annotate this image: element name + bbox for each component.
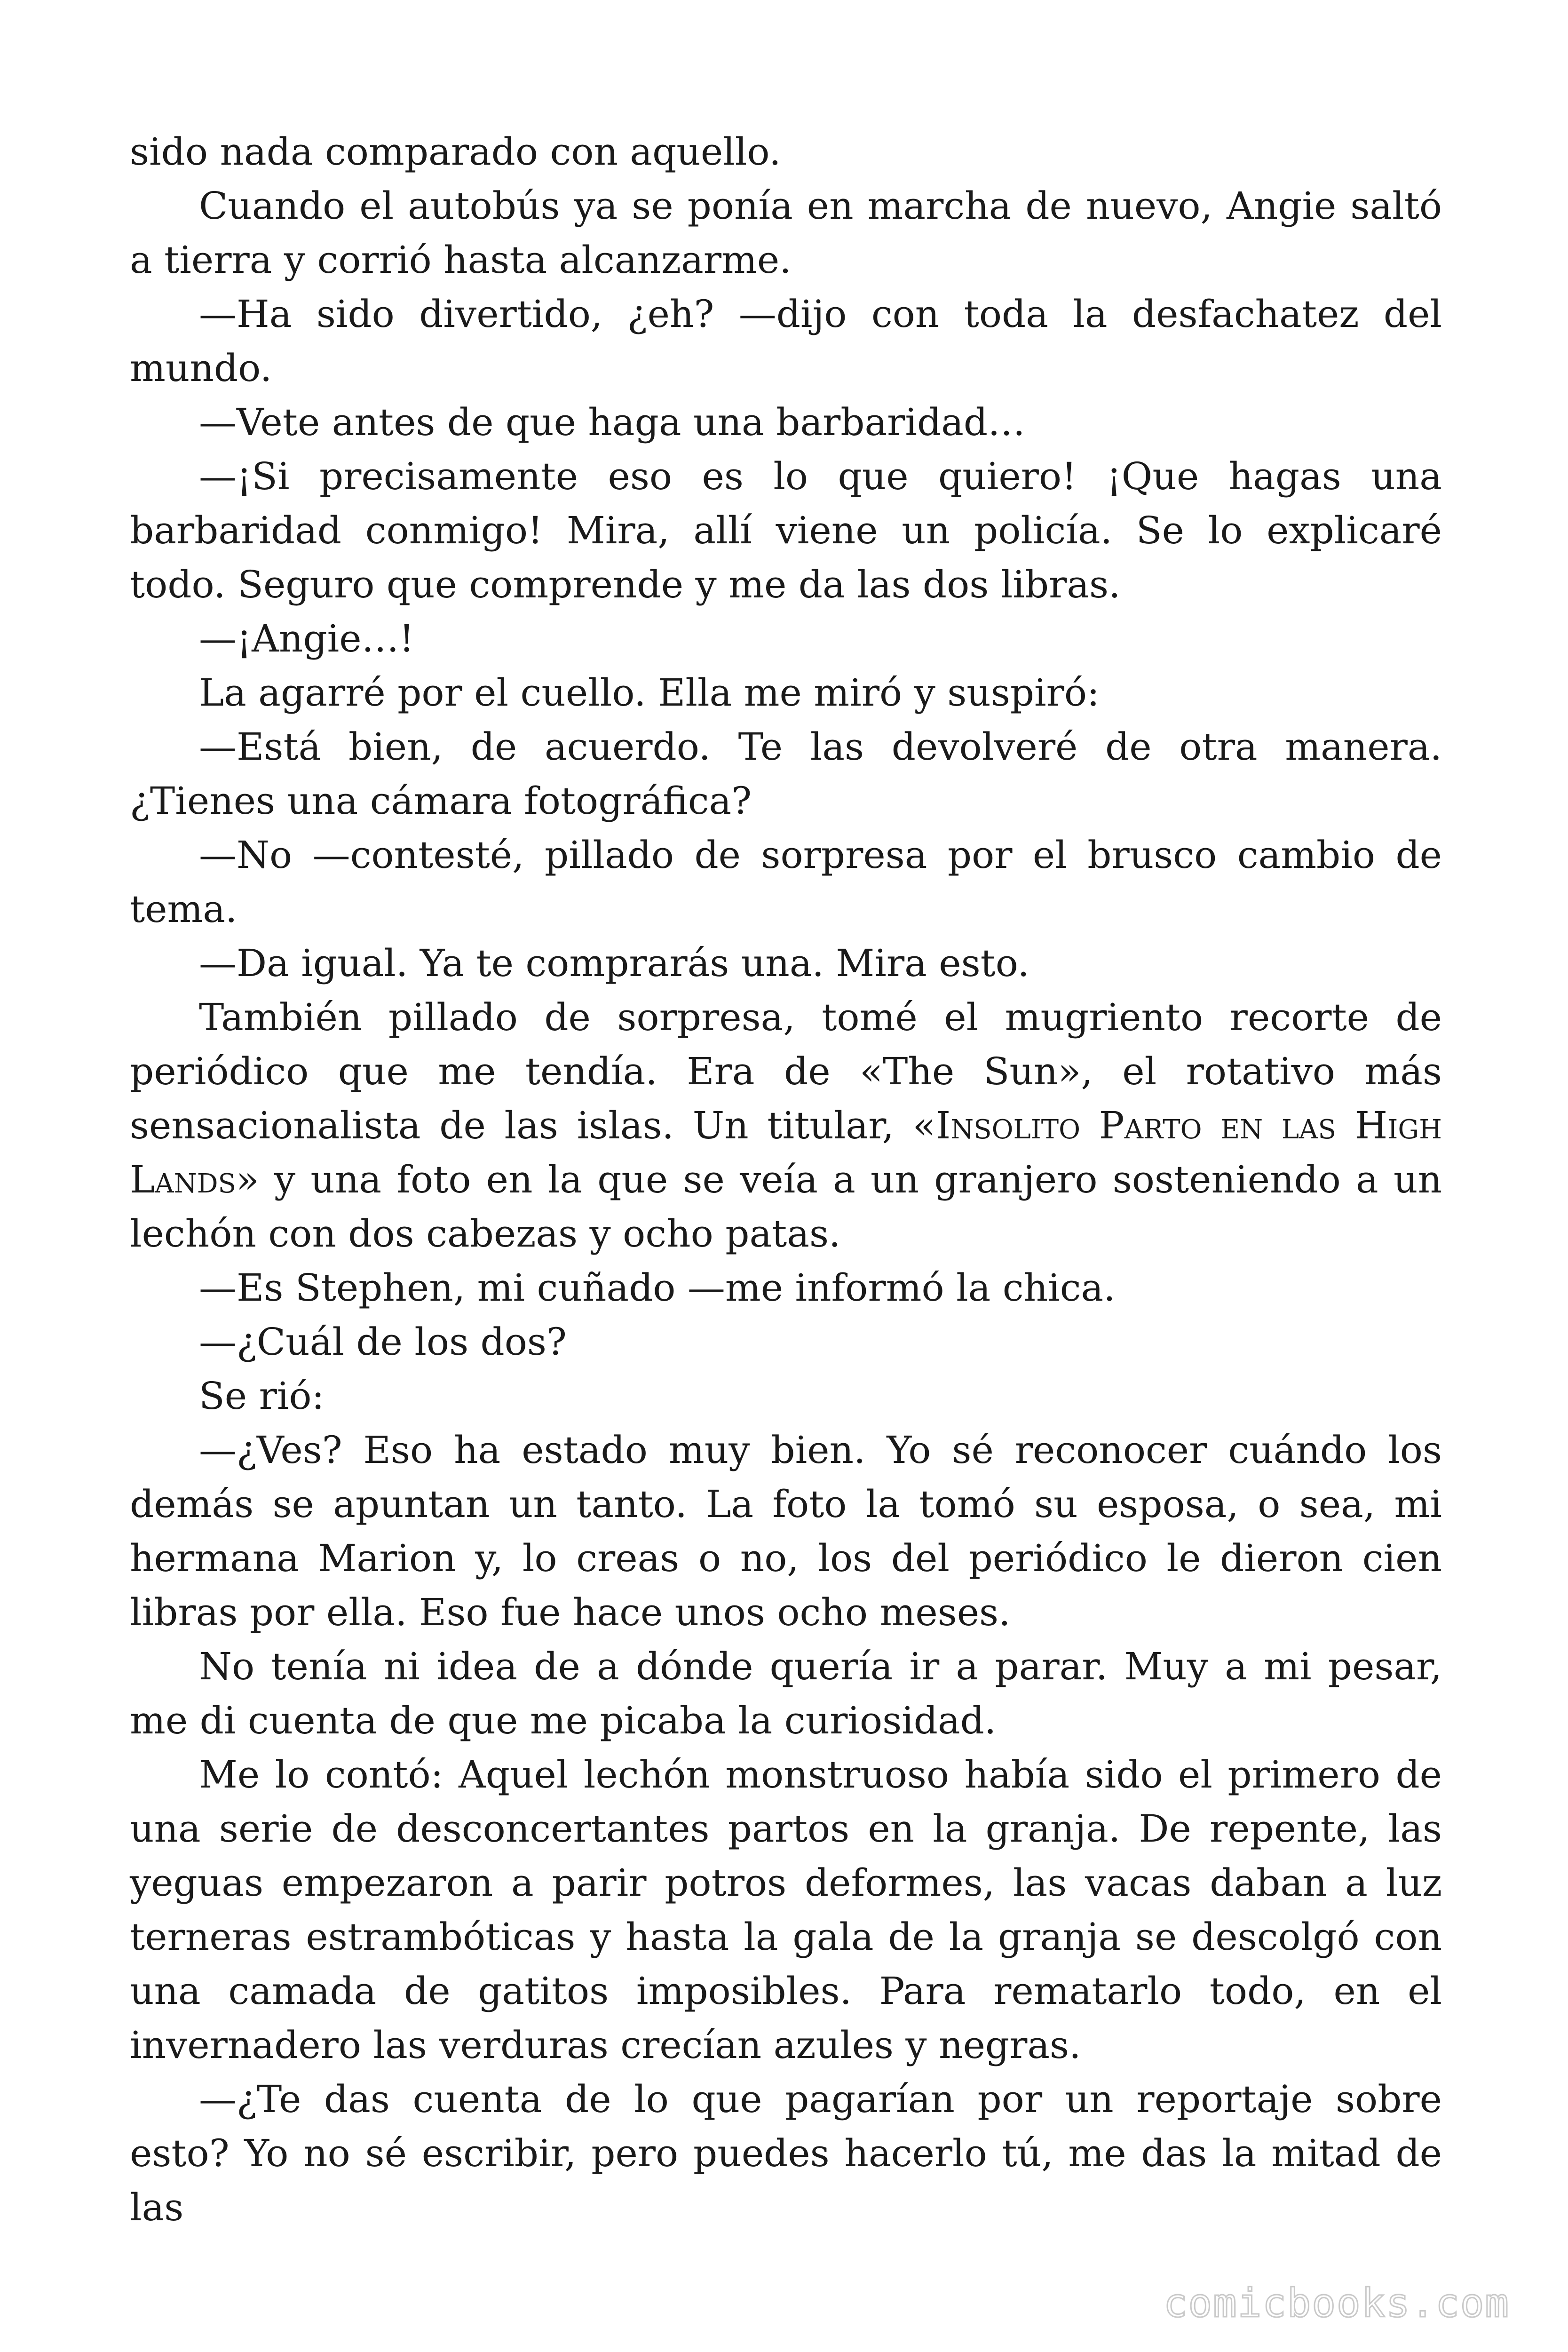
paragraph-3: —Ha sido divertido, ¿eh? —dijo con toda la desfachatez del mundo. (130, 292, 1442, 390)
watermark: comicbooks.com (1163, 2280, 1510, 2326)
paragraph-14: Se rió: (199, 1374, 325, 1418)
paragraph-13: —¿Cuál de los dos? (199, 1320, 567, 1364)
paragraph-5: —¡Si precisamente eso es lo que quiero! ¡Que hagas una barbaridad conmigo! Mira, allí viene un policía. Se lo explicaré todo. Seguro que comprende y me da las dos libras. (130, 454, 1442, 606)
paragraph-2: Cuando el autobús ya se ponía en marcha de nuevo, Angie saltó a tierra y corrió hasta alcanzarme. (130, 184, 1442, 282)
paragraph-8: —Está bien, de acuerdo. Te las devolveré de otra manera. ¿Tienes una cámara fotográfica? (130, 725, 1442, 823)
paragraph-16: No tenía ni idea de a dónde quería ir a parar. Muy a mi pesar, me di cuenta de que me picaba la curiosidad. (130, 1645, 1442, 1742)
paragraph-10: —Da igual. Ya te comprarás una. Mira esto. (199, 941, 1029, 985)
paragraph-11 (130, 990, 1442, 1261)
paragraph-6: —¡Angie…! (199, 617, 414, 660)
paragraph-17: Me lo contó: Aquel lechón monstruoso había sido el primero de una serie de desconcertantes partos en la granja. De repente, las yeguas empezaron a parir potros deformes, las vacas daban a luz terneras estrambóticas y hasta la gala de la granja se descolgó con una camada de gatitos imposibles. Para rematarlo todo, en el invernadero las verduras crecían azules y negras. (130, 1753, 1442, 2067)
page-body (130, 125, 1442, 2234)
newspaper-headline: Insolito Parto en las High Lands (130, 1104, 1442, 1201)
paragraph-18: —¿Te das cuenta de lo que pagarían por un reportaje sobre esto? Yo no sé escribir, pero puedes hacerlo tú, me das la mitad de las (130, 2077, 1442, 2229)
paragraph-12: —Es Stephen, mi cuñado —me informó la chica. (199, 1266, 1116, 1310)
paragraph-7: La agarré por el cuello. Ella me miró y suspiró: (199, 671, 1100, 715)
paragraph-11-text-before: También pillado de sorpresa, tomé el mugriento recorte de periódico que me tendía. Era de «The Sun», el rotativo más sensacionalista de las islas. Un titular, « (130, 995, 1442, 1147)
paragraph-11-text-after: » y una foto en la que se veía a un granjero sosteniendo a un lechón con dos cabezas y ocho patas. (130, 1158, 1442, 1255)
paragraph-9: —No —contesté, pillado de sorpresa por el brusco cambio de tema. (130, 833, 1442, 931)
paragraph-15: —¿Ves? Eso ha estado muy bien. Yo sé reconocer cuándo los demás se apuntan un tanto. La foto la tomó su esposa, o sea, mi hermana Marion y, lo creas o no, los del periódico le dieron cien libras por ella. Eso fue hace unos ocho meses. (130, 1428, 1442, 1634)
paragraph-4: —Vete antes de que haga una barbaridad… (199, 400, 1026, 444)
paragraph-1: sido nada comparado con aquello. (130, 130, 781, 174)
